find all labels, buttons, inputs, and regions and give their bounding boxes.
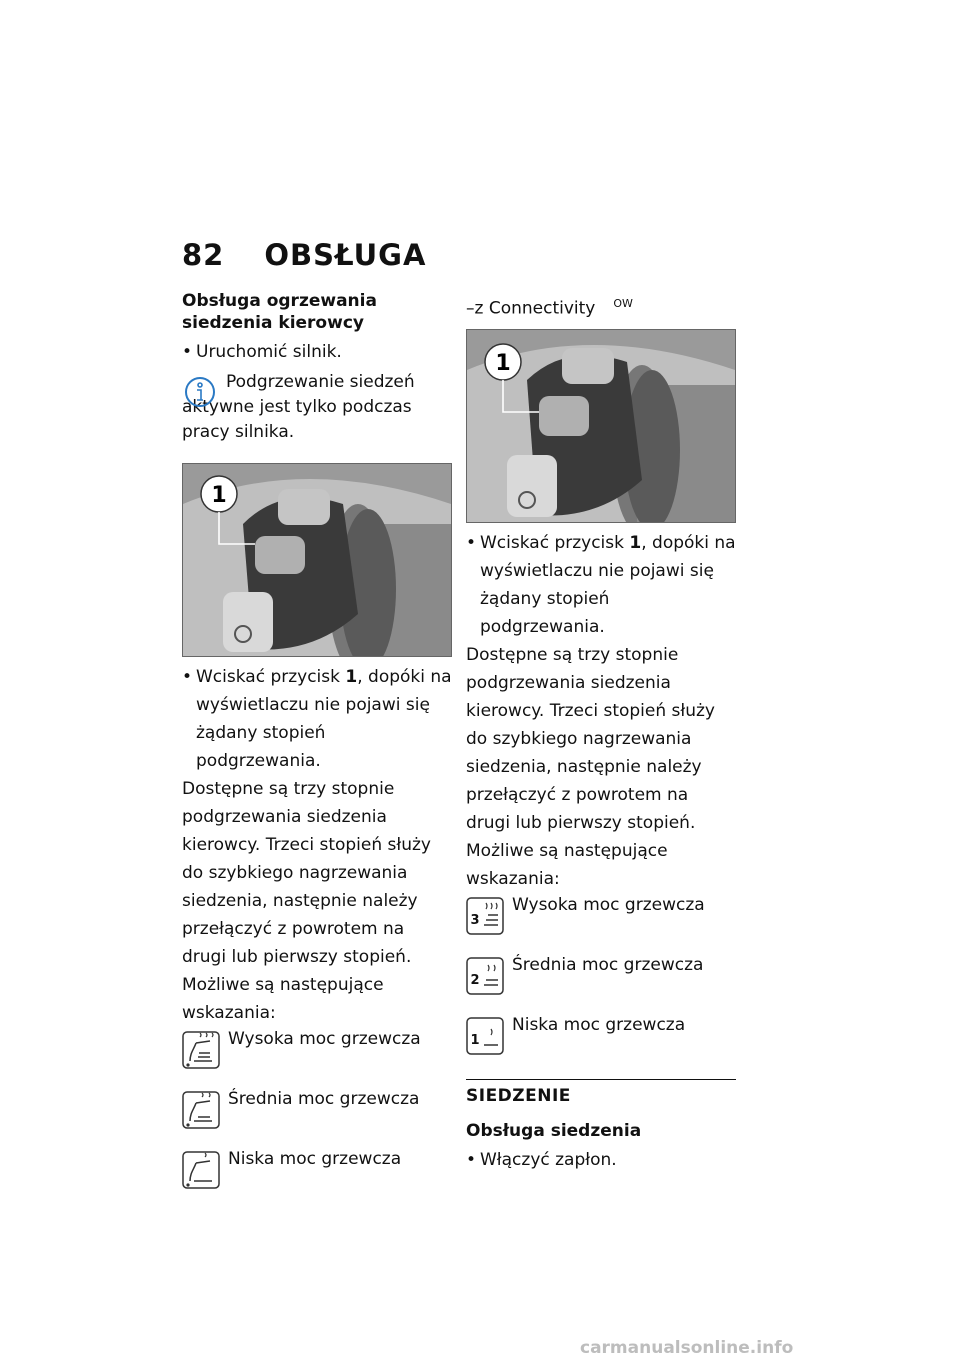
info-note-text: Podgrzewanie siedzeń aktywne jest tylko podczas pracy silnika.	[182, 372, 415, 442]
level-medium	[182, 1087, 452, 1129]
callout-1-connectivity: 1	[495, 350, 511, 376]
level-1-label: Niska moc grzewcza	[512, 1014, 686, 1035]
level-1	[466, 1013, 736, 1055]
callout-1: 1	[211, 483, 227, 508]
level-2	[466, 953, 736, 995]
step-press-num-connectivity: 1	[629, 532, 642, 553]
seat-heat-level-3-icon	[466, 897, 504, 935]
heading-seat-heating: Obsługa ogrzewania siedzenia kierowcy	[182, 291, 377, 333]
seat-heat-level-1-icon	[466, 1017, 504, 1055]
connectivity-label: –z Connectivity	[466, 298, 596, 319]
section-divider	[466, 1079, 736, 1080]
seat-heat-low-icon	[182, 1151, 220, 1189]
info-icon	[184, 376, 216, 408]
level-3-number: 3	[470, 912, 480, 928]
body-text: Dostępne są trzy stopnie podgrzewania siedzenia kierowcy. Trzeci stopień służy do szybkiego nagrzewania siedzenia, następnie należy przełączyć z powrotem na drugi lub pierwszy stopień. Możliwe są następujące wskazania:	[182, 779, 431, 1023]
body-text-connectivity: Dostępne są trzy stopnie podgrzewania siedzenia kierowcy. Trzeci stopień służy do szybkiego nagrzewania siedzenia, następnie należy przełączyć z powrotem na drugi lub pierwszy stopień. Możliwe są następujące wskazania:	[466, 644, 715, 889]
step-start-engine: • Uruchomić silnik.	[182, 338, 452, 366]
right-column	[466, 290, 736, 1174]
step-press-post-connectivity: , dopóki na wyświetlaczu nie pojawi się żądany stopień podgrzewania.	[480, 532, 736, 637]
step-ignition-on: • Włączyć zapłon.	[466, 1146, 736, 1174]
level-high	[182, 1027, 452, 1069]
left-column	[182, 290, 452, 1207]
step-press-num: 1	[345, 667, 358, 687]
seat-heat-level-2-icon	[466, 957, 504, 995]
level-2-label: Średnia moc grzewcza	[512, 954, 704, 975]
step-press-post: , dopóki na wyświetlaczu nie pojawi się żądany stopień podgrzewania.	[196, 667, 452, 771]
step-press-pre: Wciskać przycisk	[196, 667, 346, 687]
seat-heat-medium-icon	[182, 1091, 220, 1129]
connectivity-line	[466, 290, 736, 323]
sub-heading-seat-operation: Obsługa siedzenia	[466, 1120, 642, 1141]
level-high-label: Wysoka moc grzewcza	[228, 1029, 421, 1049]
level-low-label: Niska moc grzewcza	[228, 1149, 402, 1169]
handlebar-photo-connectivity	[466, 329, 736, 523]
level-3	[466, 893, 736, 935]
step-press-button	[182, 663, 452, 775]
page-header	[182, 238, 426, 272]
watermark: carmanualsonline.info	[580, 1338, 794, 1358]
handlebar-photo	[182, 463, 452, 657]
level-low	[182, 1147, 452, 1189]
seat-heat-high-icon	[182, 1031, 220, 1069]
step-press-button-connectivity	[466, 529, 736, 641]
section-heading-seat: SIEDZENIE	[466, 1085, 571, 1106]
level-medium-label: Średnia moc grzewcza	[228, 1089, 420, 1109]
level-3-label: Wysoka moc grzewcza	[512, 894, 705, 915]
info-note	[182, 370, 452, 445]
level-1-number: 1	[470, 1032, 480, 1048]
level-2-number: 2	[470, 972, 480, 988]
section-title: OBSŁUGA	[264, 238, 427, 272]
step-press-pre-connectivity: Wciskać przycisk	[480, 532, 630, 553]
page-number: 82	[182, 238, 225, 272]
connectivity-code: OW	[613, 297, 633, 310]
